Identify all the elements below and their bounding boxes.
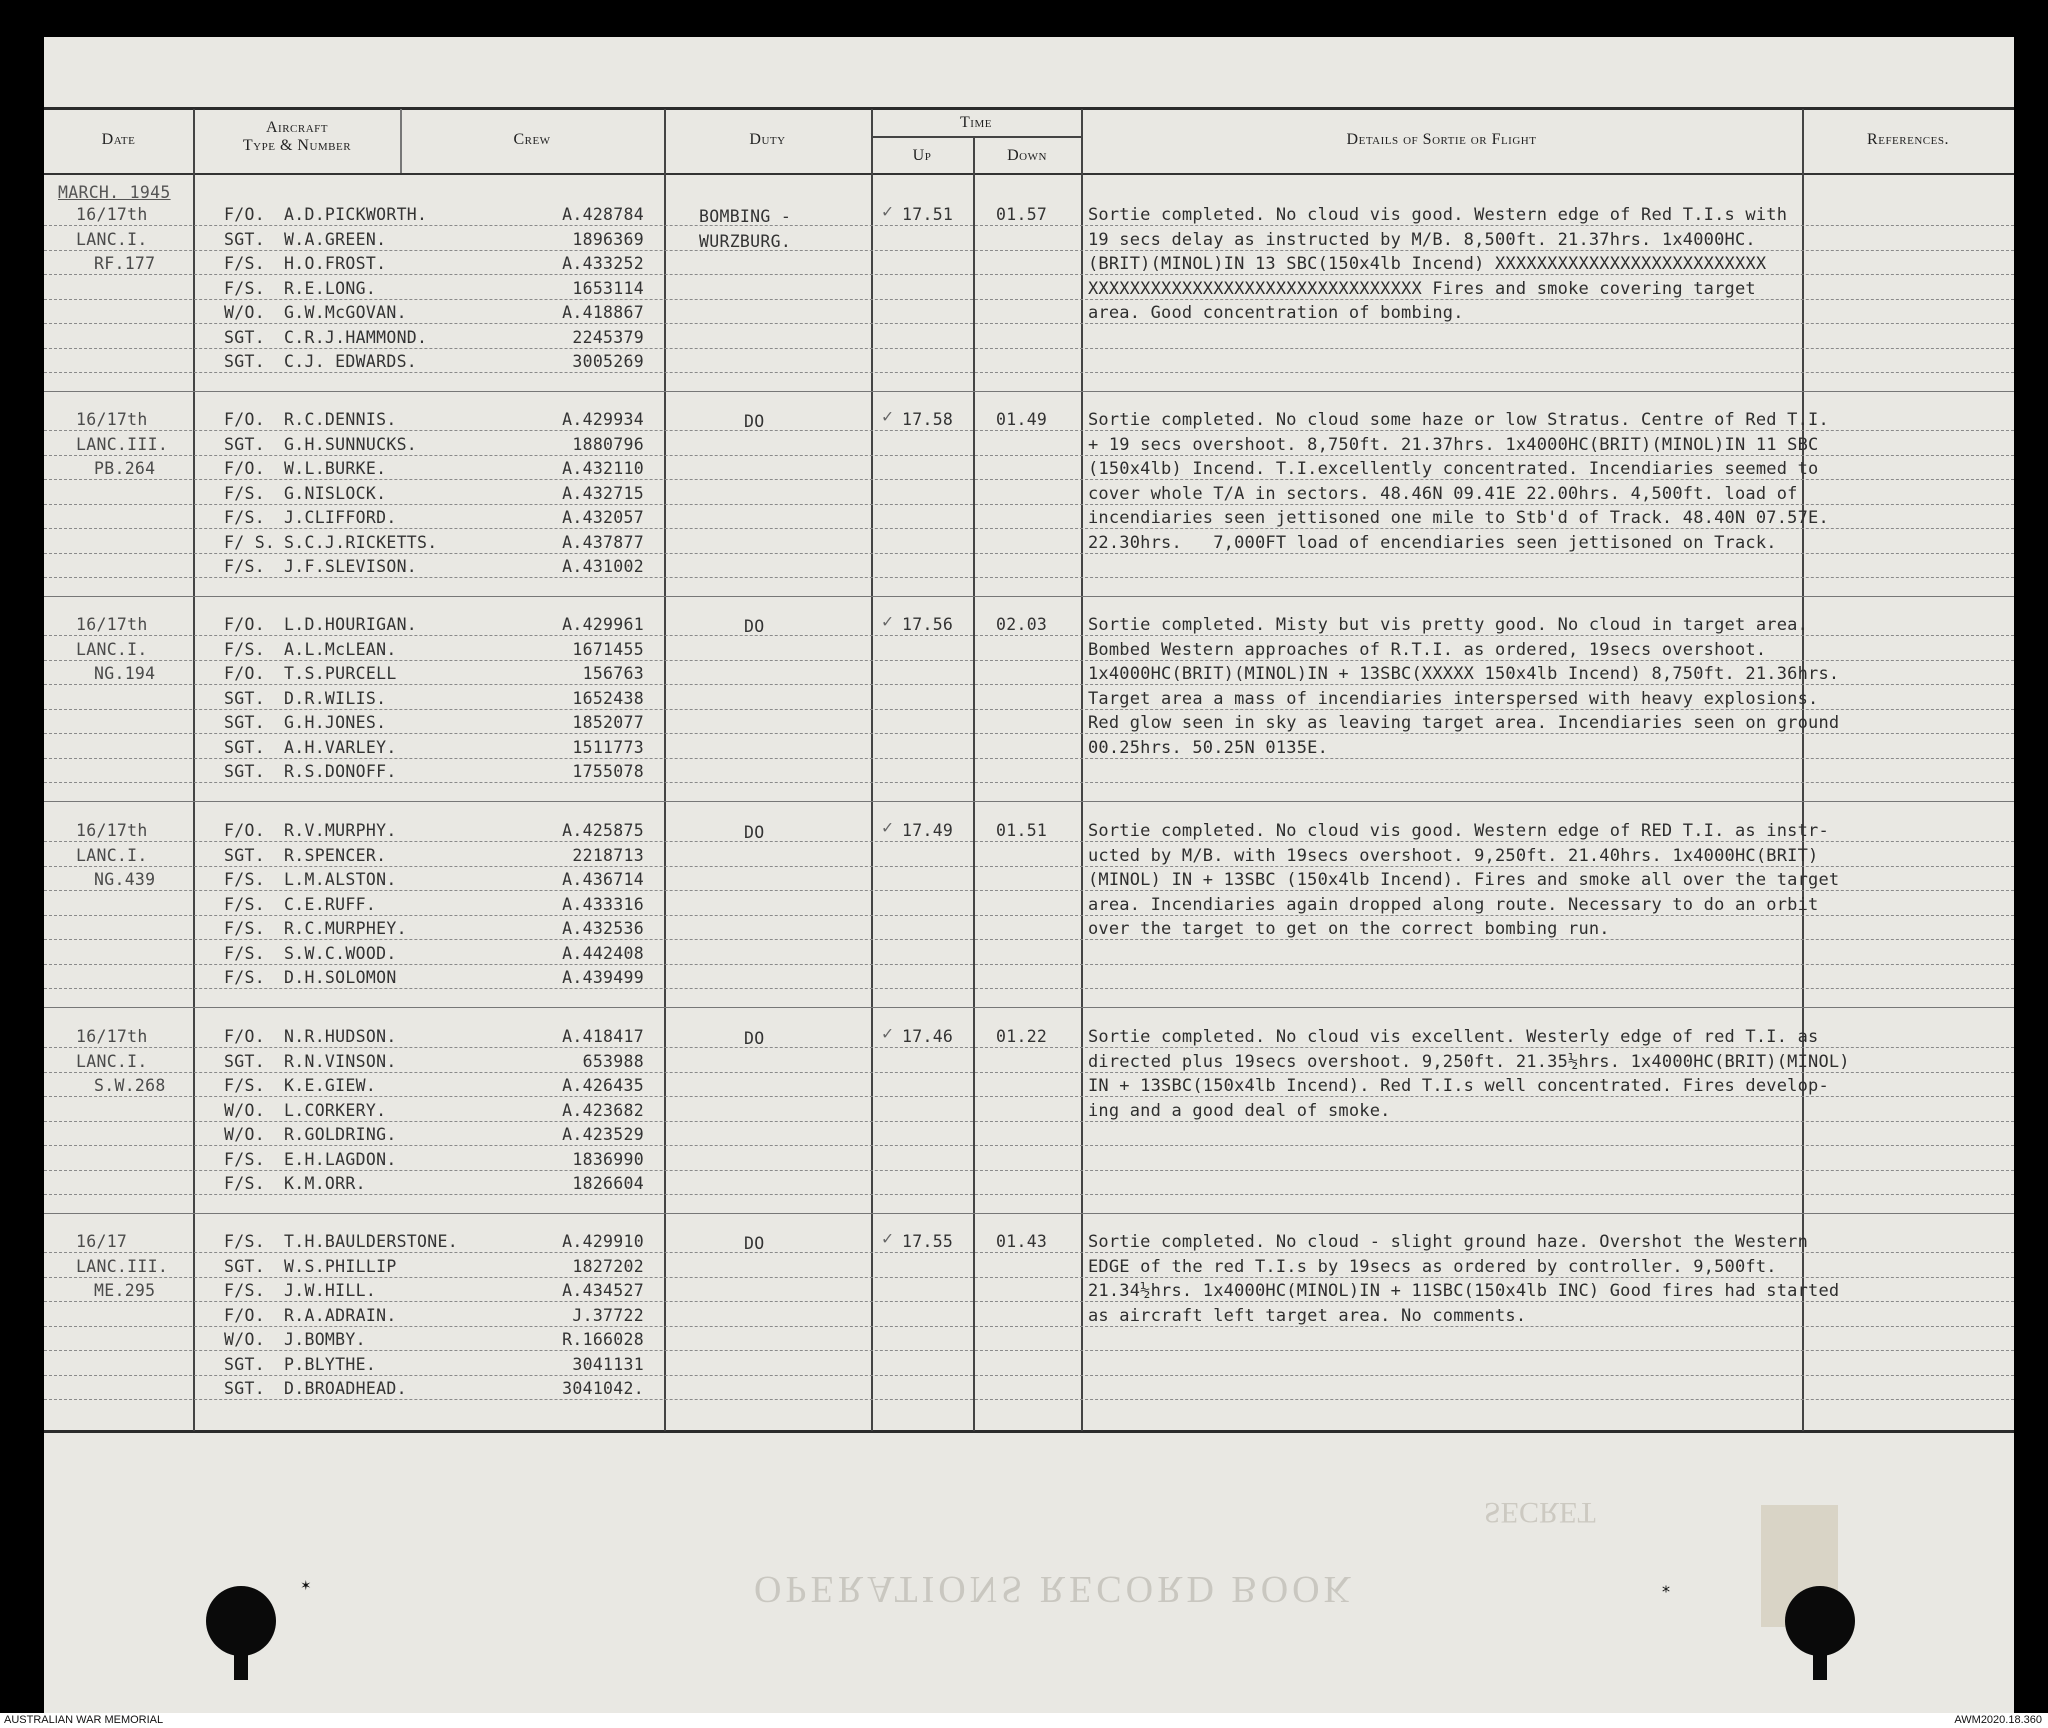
crew-rank: SGT. — [224, 1051, 265, 1071]
duty: DO — [744, 1234, 765, 1253]
ruled-line — [44, 890, 2014, 891]
crew-name: A.L.McLEAN. — [284, 639, 397, 659]
sortie-detail-line: directed plus 19secs overshoot. 9,250ft. 21.35½hrs. 1x4000HC(BRIT)(MINOL) — [1088, 1051, 1850, 1072]
sortie-detail-line: area. Incendiaries again dropped along route. Necessary to do an orbit — [1088, 894, 1819, 915]
crew-rank: F/S. — [224, 1174, 265, 1193]
entry-separator — [44, 1213, 2014, 1215]
sortie-detail-line: cover whole T/A in sectors. 48.46N 09.41E 22.00hrs. 4,500ft. load of — [1088, 483, 1798, 504]
crew-rank: F/O. — [224, 664, 265, 683]
crew-rank: F/S. — [224, 894, 265, 914]
sortie-detail-line: Target area a mass of incendiaries interspersed with heavy explosions. — [1088, 688, 1819, 709]
entry-date: 16/17th — [76, 1027, 148, 1046]
crew-number: 653988 — [582, 1051, 644, 1071]
crew-rank: F/O. — [224, 615, 265, 634]
ruled-line — [44, 684, 2014, 685]
crew-number: A.423529 — [562, 1125, 644, 1144]
time-up: 17.49 — [902, 821, 954, 840]
ruled-line — [44, 274, 2014, 275]
ruled-line — [44, 1399, 2014, 1400]
crew-rank: SGT. — [224, 434, 265, 454]
sortie-detail-line: Sortie completed. No cloud - slight ground haze. Overshot the Western — [1088, 1232, 1809, 1252]
crew-rank: F/S. — [224, 1076, 265, 1095]
footer-credit: AUSTRALIAN WAR MEMORIAL — [4, 1714, 164, 1726]
ruled-line — [44, 430, 2014, 431]
crew-number: A.432715 — [562, 483, 644, 503]
crew-name: N.R.HUDSON. — [284, 1027, 397, 1046]
header-down: Down — [1007, 147, 1047, 164]
aircraft-number: NG.194 — [94, 664, 156, 683]
crew-name: J.CLIFFORD. — [284, 508, 397, 527]
crew-name: D.BROADHEAD. — [284, 1379, 407, 1398]
crew-rank: F/O. — [224, 1305, 265, 1325]
crew-name: H.O.FROST. — [284, 254, 387, 273]
crew-name: J.BOMBY. — [284, 1330, 366, 1349]
crew-rank: F/O. — [224, 821, 265, 840]
sortie-detail-line: XXXXXXXXXXXXXXXXXXXXXXXXXXXXXXXX Fires and smoke covering target — [1088, 278, 1756, 299]
ruled-line — [44, 1375, 2014, 1376]
ruled-line — [44, 479, 2014, 480]
aircraft-number: PB.264 — [94, 459, 156, 478]
crew-number: 1826604 — [572, 1174, 644, 1193]
sortie-detail-line: (150x4lb) Incend. T.I.excellently concentrated. Incendiaries seemed to — [1088, 459, 1819, 479]
ruled-line — [44, 782, 2014, 783]
ruled-line — [44, 1252, 2014, 1253]
crew-number: 1836990 — [572, 1149, 644, 1169]
aircraft-type: LANC.I. — [76, 845, 148, 865]
crew-number: A.418867 — [562, 303, 644, 322]
ruled-line — [44, 1170, 2014, 1171]
crew-number: 1652438 — [572, 688, 644, 708]
crew-name: R.E.LONG. — [284, 278, 377, 298]
crew-number: 1880796 — [572, 434, 644, 454]
crew-number: A.436714 — [562, 870, 644, 889]
ruled-line — [44, 1350, 2014, 1351]
sortie-detail-line: + 19 secs overshoot. 8,750ft. 21.37hrs. 1x4000HC(BRIT)(MINOL)IN 11 SBC — [1088, 434, 1819, 455]
crew-number: A.423682 — [562, 1100, 644, 1120]
time-up: 17.55 — [902, 1232, 954, 1251]
entry-date: 16/17th — [76, 821, 148, 840]
check-mark-icon: ✓ — [882, 817, 893, 838]
ruled-line — [44, 348, 2014, 349]
binder-hole-left-slot — [234, 1640, 248, 1680]
ink-mark-right: ⁎ — [1662, 1577, 1670, 1596]
aircraft-type: LANC.I. — [76, 1051, 148, 1071]
crew-rank: F/S. — [224, 1232, 265, 1251]
entry-separator — [44, 1007, 2014, 1009]
crew-number: A.431002 — [562, 557, 644, 576]
ruled-line — [44, 504, 2014, 505]
crew-rank: F/S. — [224, 483, 265, 503]
crew-name: E.H.LAGDON. — [284, 1149, 397, 1169]
crew-number: 2218713 — [572, 845, 644, 865]
aircraft-type: LANC.III. — [76, 1256, 169, 1276]
header-bottom-rule — [44, 173, 2014, 175]
crew-name: R.SPENCER. — [284, 845, 387, 865]
aircraft-number: S.W.268 — [94, 1076, 166, 1095]
crew-rank: F/S. — [224, 639, 265, 659]
time-up: 17.51 — [902, 205, 954, 224]
crew-number: A.432536 — [562, 919, 644, 938]
crew-number: A.432110 — [562, 459, 644, 478]
crew-rank: F/O. — [224, 459, 265, 478]
ruled-line — [44, 250, 2014, 251]
crew-number: A.429934 — [562, 410, 644, 429]
crew-rank: SGT. — [224, 1256, 265, 1276]
sortie-detail-line: over the target to get on the correct bombing run. — [1088, 919, 1610, 939]
check-mark-icon: ✓ — [882, 201, 893, 222]
sortie-detail-line: (BRIT)(MINOL)IN 13 SBC(150x4lb Incend) XXXXXXXXXXXXXXXXXXXXXXXXXX — [1088, 254, 1767, 274]
crew-name: D.H.SOLOMON — [284, 968, 397, 987]
ruled-line — [44, 299, 2014, 300]
col-rule-2 — [664, 109, 666, 1431]
ruled-line — [44, 939, 2014, 940]
crew-rank: SGT. — [224, 327, 265, 347]
header-references: References. — [1867, 131, 1949, 148]
crew-rank: F/S. — [224, 508, 265, 527]
crew-name: L.D.HOURIGAN. — [284, 615, 418, 634]
time-up: 17.46 — [902, 1027, 954, 1046]
ruled-line — [44, 1194, 2014, 1195]
time-down: 01.22 — [996, 1027, 1048, 1046]
sortie-detail-line: incendiaries seen jettisoned one mile to Stb'd of Track. 48.40N 07.57E. — [1088, 508, 1829, 528]
ruled-line — [44, 1047, 2014, 1048]
header-up: Up — [912, 147, 932, 164]
time-down: 01.57 — [996, 205, 1048, 224]
crew-name: L.CORKERY. — [284, 1100, 387, 1120]
footer-reference: AWM2020.18.360 — [1954, 1714, 2042, 1726]
check-mark-icon: ✓ — [882, 1023, 893, 1044]
ruled-line — [44, 964, 2014, 965]
crew-name: K.M.ORR. — [284, 1174, 366, 1193]
crew-rank: SGT. — [224, 713, 265, 732]
crew-name: S.C.J.RICKETTS. — [284, 532, 438, 552]
crew-number: 1511773 — [572, 737, 644, 757]
crew-rank: SGT. — [224, 352, 265, 371]
ruled-line — [44, 455, 2014, 456]
crew-name: T.S.PURCELL — [284, 664, 397, 683]
crew-name: G.H.SUNNUCKS. — [284, 434, 418, 454]
crew-number: 1755078 — [572, 762, 644, 781]
crew-rank: F/S. — [224, 557, 265, 576]
crew-name: G.W.McGOVAN. — [284, 303, 407, 322]
crew-number: A.434527 — [562, 1281, 644, 1300]
crew-number: 1852077 — [572, 713, 644, 732]
crew-name: J.W.HILL. — [284, 1281, 377, 1300]
crew-number: A.433316 — [562, 894, 644, 914]
ruled-line — [44, 841, 2014, 842]
crew-rank: F/O. — [224, 1027, 265, 1046]
crew-rank: SGT. — [224, 762, 265, 781]
crew-number: A.429910 — [562, 1232, 644, 1251]
crew-rank: F/S. — [224, 870, 265, 889]
record-sheet — [44, 37, 2014, 1713]
crew-rank: SGT. — [224, 688, 265, 708]
crew-name: S.W.C.WOOD. — [284, 943, 397, 963]
month-label: MARCH. 1945 — [58, 183, 171, 202]
ruled-line — [44, 1301, 2014, 1302]
crew-number: A.429961 — [562, 615, 644, 634]
ruled-line — [44, 758, 2014, 759]
ruled-line — [44, 372, 2014, 373]
crew-rank: SGT. — [224, 1379, 265, 1398]
crew-name: G.NISLOCK. — [284, 483, 387, 503]
crew-number: A.437877 — [562, 532, 644, 552]
time-down: 02.03 — [996, 615, 1048, 634]
crew-number: R.166028 — [562, 1330, 644, 1349]
sortie-detail-line: IN + 13SBC(150x4lb Incend). Red T.I.s well concentrated. Fires develop- — [1088, 1076, 1829, 1096]
sortie-detail-line: 22.30hrs. 7,000FT load of encendiaries seen jettisoned on Track. — [1088, 532, 1777, 553]
col-rule-1 — [193, 109, 195, 1431]
ruled-line — [44, 577, 2014, 578]
crew-name: R.V.MURPHY. — [284, 821, 397, 840]
crew-rank: SGT. — [224, 845, 265, 865]
ruled-line — [44, 225, 2014, 226]
time-down: 01.43 — [996, 1232, 1048, 1251]
crew-rank: W/O. — [224, 1125, 265, 1144]
ruled-line — [44, 915, 2014, 916]
sortie-detail-line: Bombed Western approaches of R.T.I. as ordered, 19secs overshoot. — [1088, 639, 1767, 660]
duty: BOMBING - WURZBURG. — [699, 207, 792, 251]
sortie-detail-line: 00.25hrs. 50.25N 0135E. — [1088, 737, 1329, 758]
ruled-line — [44, 660, 2014, 661]
crew-number: A.439499 — [562, 968, 644, 987]
top-rule — [44, 107, 2014, 110]
crew-name: C.R.J.HAMMOND. — [284, 327, 428, 347]
crew-name: W.A.GREEN. — [284, 229, 387, 249]
crew-number: 3005269 — [572, 352, 644, 371]
ruled-line — [44, 988, 2014, 989]
entry-date: 16/17th — [76, 615, 148, 634]
crew-rank: W/O. — [224, 1100, 265, 1120]
header-details: Details of Sortie or Flight — [1346, 131, 1537, 148]
bottom-rule — [44, 1430, 2014, 1433]
ruled-line — [44, 709, 2014, 710]
duty: DO — [744, 823, 765, 842]
crew-name: G.H.JONES. — [284, 713, 387, 732]
duty: DO — [744, 1029, 765, 1048]
sortie-detail-line: ing and a good deal of smoke. — [1088, 1100, 1391, 1121]
aircraft-number: ME.295 — [94, 1281, 156, 1300]
header-duty: Duty — [749, 131, 786, 148]
ruled-line — [44, 1145, 2014, 1146]
ruled-line — [44, 323, 2014, 324]
duty: DO — [744, 617, 765, 636]
crew-rank: SGT. — [224, 1354, 265, 1374]
sortie-detail-line: Red glow seen in sky as leaving target area. Incendiaries seen on ground — [1088, 713, 1840, 733]
entry-date: 16/17 — [76, 1232, 128, 1251]
crew-name: A.D.PICKWORTH. — [284, 205, 428, 224]
ruled-line — [44, 866, 2014, 867]
header-time: Time — [960, 114, 992, 131]
crew-number: 1671455 — [572, 639, 644, 659]
header-aircraft: Aircraft Type & Number — [242, 119, 352, 154]
crew-name: T.H.BAULDERSTONE. — [284, 1232, 458, 1251]
sortie-detail-line: 21.34½hrs. 1x4000HC(MINOL)IN + 11SBC(150x4lb INC) Good fires had started — [1088, 1281, 1840, 1301]
crew-rank: F/S. — [224, 1149, 265, 1169]
check-mark-icon: ✓ — [882, 611, 893, 632]
ruled-line — [44, 635, 2014, 636]
entry-separator — [44, 801, 2014, 803]
crew-rank: F/O. — [224, 205, 265, 224]
ruled-line — [44, 1277, 2014, 1278]
time-down: 01.49 — [996, 410, 1048, 429]
crew-rank: F/S. — [224, 254, 265, 273]
sortie-detail-line: 19 secs delay as instructed by M/B. 8,500ft. 21.37hrs. 1x4000HC. — [1088, 229, 1756, 250]
ruled-line — [44, 1072, 2014, 1073]
duty: DO — [744, 412, 765, 431]
crew-rank: F/S. — [224, 968, 265, 987]
crew-number: 1896369 — [572, 229, 644, 249]
crew-number: 1827202 — [572, 1256, 644, 1276]
ruled-line — [44, 553, 2014, 554]
crew-name: R.N.VINSON. — [284, 1051, 397, 1071]
sortie-detail-line: area. Good concentration of bombing. — [1088, 303, 1464, 323]
sortie-detail-line: (MINOL) IN + 13SBC (150x4lb Incend). Fires and smoke all over the target — [1088, 870, 1840, 890]
crew-number: 3041042. — [562, 1379, 644, 1398]
crew-number: A.442408 — [562, 943, 644, 963]
ruled-line — [44, 733, 2014, 734]
crew-number: A.418417 — [562, 1027, 644, 1046]
sortie-detail-line: Sortie completed. No cloud vis good. Western edge of RED T.I. as instr- — [1088, 821, 1829, 841]
col-rule-4 — [973, 136, 975, 1431]
entry-date: 16/17th — [76, 410, 148, 429]
sortie-detail-line: EDGE of the red T.I.s by 19secs as ordered by controller. 9,500ft. — [1088, 1256, 1777, 1277]
crew-rank: F/S. — [224, 1281, 265, 1300]
crew-name: R.C.DENNIS. — [284, 410, 397, 429]
sortie-detail-line: Sortie completed. No cloud some haze or low Stratus. Centre of Red T.I. — [1088, 410, 1829, 430]
entry-separator — [44, 391, 2014, 393]
time-down: 01.51 — [996, 821, 1048, 840]
crew-number: 2245379 — [572, 327, 644, 347]
ink-mark-left: ✶ — [301, 1575, 311, 1594]
aircraft-type: LANC.I. — [76, 229, 148, 249]
ruled-line — [44, 1326, 2014, 1327]
sortie-detail-line: Sortie completed. No cloud vis good. Western edge of Red T.I.s with — [1088, 205, 1788, 225]
crew-rank: F/S. — [224, 943, 265, 963]
crew-name: J.F.SLEVISON. — [284, 557, 418, 576]
aircraft-type: LANC.I. — [76, 639, 148, 659]
time-subrule — [871, 136, 1081, 138]
crew-number: A.426435 — [562, 1076, 644, 1095]
crew-number: A.433252 — [562, 254, 644, 273]
check-mark-icon: ✓ — [882, 406, 893, 427]
sortie-detail-line: 1x4000HC(BRIT)(MINOL)IN + 13SBC(XXXXX 150x4lb Incend) 8,750ft. 21.36hrs. — [1088, 664, 1840, 684]
crew-name: R.A.ADRAIN. — [284, 1305, 397, 1325]
aircraft-type: LANC.III. — [76, 434, 169, 454]
sortie-detail-line: Sortie completed. Misty but vis pretty good. No cloud in target area. — [1088, 615, 1809, 635]
crew-number: J.37722 — [572, 1305, 644, 1325]
crew-rank: F/S. — [224, 278, 265, 298]
entry-date: 16/17th — [76, 205, 148, 224]
sortie-detail-line: Sortie completed. No cloud vis excellent. Westerly edge of red T.I. as — [1088, 1027, 1819, 1047]
binder-hole-right-slot — [1813, 1640, 1827, 1680]
crew-name: L.M.ALSTON. — [284, 870, 397, 889]
check-mark-icon: ✓ — [882, 1228, 893, 1249]
crew-rank: W/O. — [224, 303, 265, 322]
crew-rank: SGT. — [224, 737, 265, 757]
header-date: Date — [101, 131, 136, 148]
crew-name: W.S.PHILLIP — [284, 1256, 397, 1276]
crew-name: R.GOLDRING. — [284, 1125, 397, 1144]
crew-name: R.S.DONOFF. — [284, 762, 397, 781]
crew-name: W.L.BURKE. — [284, 459, 387, 478]
crew-rank: W/O. — [224, 1330, 265, 1349]
col-rule-3 — [871, 109, 873, 1431]
ruled-line — [44, 1096, 2014, 1097]
header-crew: Crew — [513, 131, 551, 148]
crew-number: A.432057 — [562, 508, 644, 527]
time-up: 17.58 — [902, 410, 954, 429]
crew-name: A.H.VARLEY. — [284, 737, 397, 757]
footer-bar — [0, 1713, 2048, 1728]
crew-number: A.428784 — [562, 205, 644, 224]
entry-separator — [44, 596, 2014, 598]
crew-name: K.E.GIEW. — [284, 1076, 377, 1095]
crew-rank: F/S. — [224, 919, 265, 938]
crew-number: A.425875 — [562, 821, 644, 840]
ghost-title: OPERATIONS RECORD BOOK — [754, 1568, 1356, 1610]
sortie-detail-line: ucted by M/B. with 19secs overshoot. 9,250ft. 21.40hrs. 1x4000HC(BRIT) — [1088, 845, 1819, 866]
crew-name: D.R.WILIS. — [284, 688, 387, 708]
time-up: 17.56 — [902, 615, 954, 634]
ghost-secret: SECRET — [1484, 1496, 1596, 1529]
crew-number: 1653114 — [572, 278, 644, 298]
crew-number: 3041131 — [572, 1354, 644, 1374]
crew-rank: SGT. — [224, 229, 265, 249]
crew-name: P.BLYTHE. — [284, 1354, 377, 1374]
crew-name: R.C.MURPHEY. — [284, 919, 407, 938]
crew-rank: F/ S. — [224, 532, 276, 552]
ruled-line — [44, 528, 2014, 529]
sortie-detail-line: as aircraft left target area. No comments. — [1088, 1305, 1527, 1326]
crew-name: C.E.RUFF. — [284, 894, 377, 914]
ruled-line — [44, 1121, 2014, 1122]
crew-name: C.J. EDWARDS. — [284, 352, 418, 371]
crew-number: 156763 — [582, 664, 644, 683]
aircraft-number: RF.177 — [94, 254, 156, 273]
crew-rank: F/O. — [224, 410, 265, 429]
col-rule-5 — [1081, 109, 1083, 1431]
aircraft-number: NG.439 — [94, 870, 156, 889]
